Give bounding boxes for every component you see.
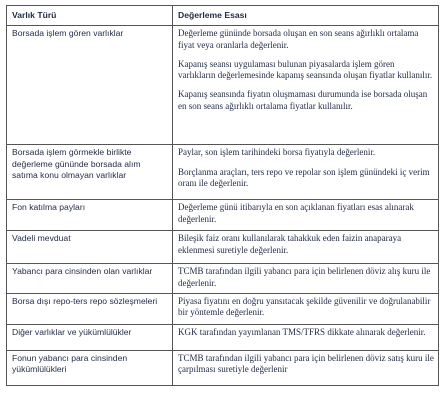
method-cell <box>173 293 439 324</box>
table-row <box>7 264 439 294</box>
method-paragraph: KGK tarafından yayımlanan TMS/TFRS dikkate alınarak değerlenir. <box>178 326 426 337</box>
method-cell <box>173 231 439 264</box>
method-paragraph: TCMB tarafından ilgili yabancı para için belirlenen döviz alış kuru ile değerlenir. <box>178 266 431 288</box>
table-row <box>7 293 439 324</box>
table-header-row <box>7 6 439 26</box>
table-row <box>7 145 439 200</box>
valuation-table-container <box>6 5 438 386</box>
method-cell <box>173 264 439 294</box>
method-paragraph: Borçlanma araçları, ters repo ve repolar son işlem günündeki iç verim oranı ile değerlenir. <box>178 166 430 188</box>
header-valuation-basis: Değerleme Esası <box>173 6 439 26</box>
table-row <box>7 231 439 264</box>
asset-cell: Borsada işlem görmekle birlikte değerleme gününde borsada alım satıma konu olmayan varlıklar <box>7 145 173 200</box>
asset-cell: Diğer varlıklar ve yükümlülükler <box>7 324 173 350</box>
method-paragraph: Piyasa fiyatını en doğru yansıtacak şekilde güvenilir ve doğrulanabilir bir yöntemle değerlenir. <box>178 295 431 318</box>
method-paragraph: Kapanış seansında fiyatın oluşmaması durumunda ise borsada oluşan en son seans ağırlıklı ortalama fiyatlar kullanılır. <box>178 89 428 111</box>
method-paragraph: Değerleme günü itibarıyla en son açıklanan fiyatları esas alınarak değerlenir. <box>178 202 414 224</box>
table-row <box>7 26 439 145</box>
method-cell <box>173 145 439 200</box>
header-asset-type: Varlık Türü <box>7 6 173 26</box>
asset-cell: Borsa dışı repo-ters repo sözleşmeleri <box>7 293 173 324</box>
method-paragraph: Değerleme gününde borsada oluşan en son seans ağırlıklı ortalama fiyat veya oranlarla değerlenir. <box>178 28 419 50</box>
table-row <box>7 324 439 350</box>
method-cell <box>173 324 439 350</box>
asset-cell: Fon katılma payları <box>7 200 173 231</box>
method-cell <box>173 350 439 385</box>
table-row <box>7 350 439 385</box>
method-paragraph: Kapanış seansı uygulaması bulunan piyasalarda işlem gören varlıkların değerlemesinde kapanış seansında oluşan fiyatlar kullanılır. <box>178 58 433 81</box>
asset-cell: Borsada işlem gören varlıklar <box>7 26 173 145</box>
asset-cell: Yabancı para cinsinden olan varlıklar <box>7 264 173 294</box>
asset-cell: Vadeli mevduat <box>7 231 173 264</box>
method-paragraph: Paylar, son işlem tarihindeki borsa fiyatıyla değerlenir. <box>178 147 376 158</box>
method-cell <box>173 200 439 231</box>
method-cell <box>173 26 439 145</box>
valuation-table <box>6 5 439 386</box>
asset-cell: Fonun yabancı para cinsinden yükümlülükleri <box>7 350 173 385</box>
table-row <box>7 200 439 231</box>
method-paragraph: TCMB tarafından ilgili yabancı para için belirlenen döviz satış kuru ile çarpılması suretiyle değerlenir <box>178 352 434 375</box>
method-paragraph: Bileşik faiz oranı kullanılarak tahakkuk eden faizin anaparaya eklenmesi suretiyle değerlenir. <box>178 233 402 255</box>
